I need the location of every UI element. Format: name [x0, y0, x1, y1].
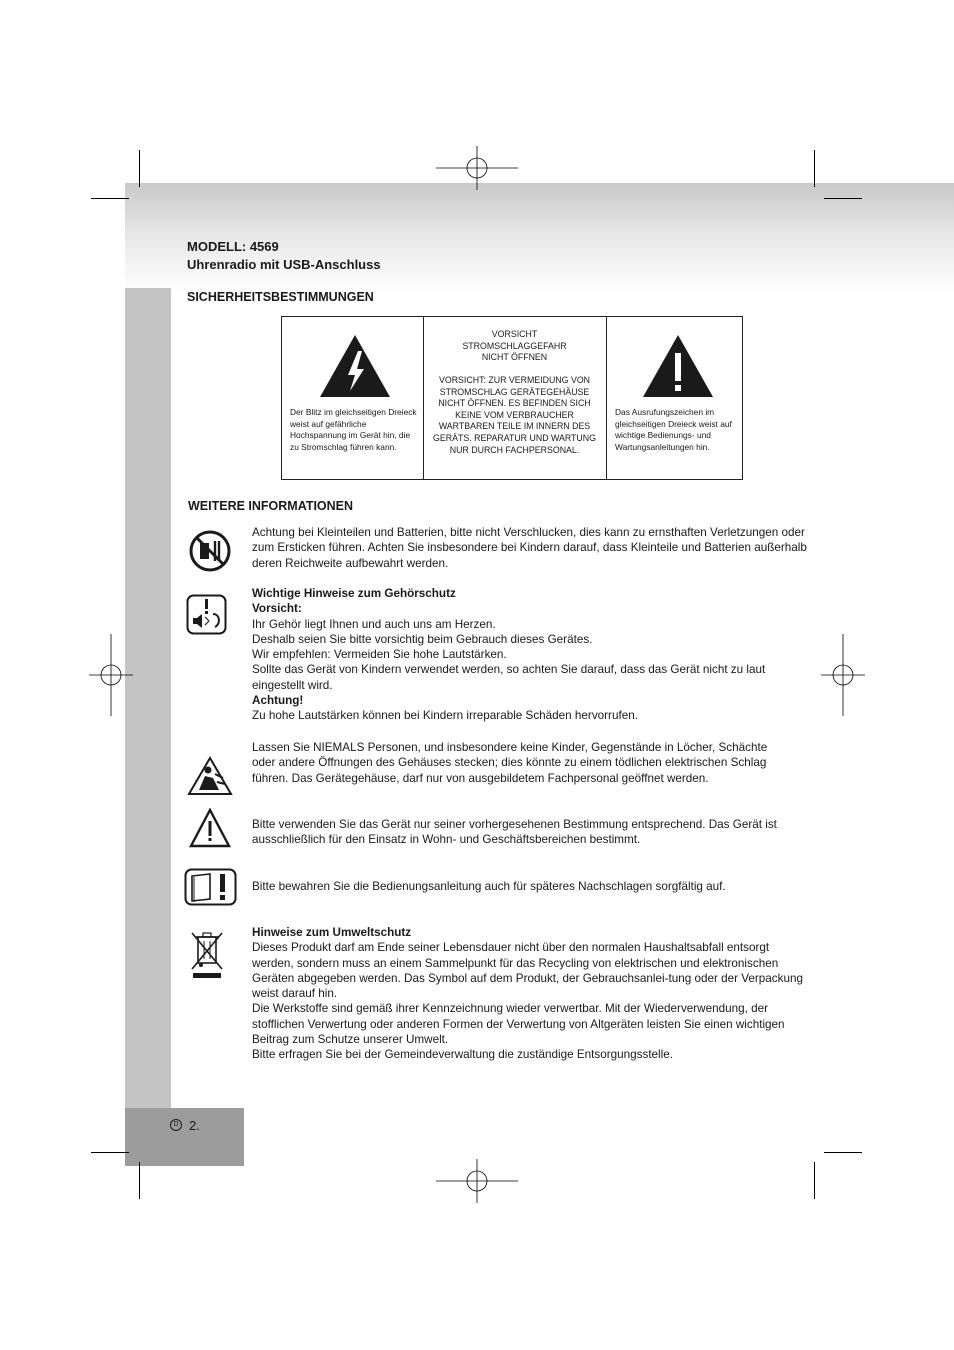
hearing-line-5: Zu hohe Lautstärken können bei Kindern irreparable Schäden hervorrufen. — [252, 709, 638, 723]
hearing-attention-label: Achtung! — [252, 694, 304, 708]
environment-paragraph-1: Dieses Produkt darf am Ende seiner Lebensdauer nicht über den normalen Haushaltsabfall entsorgt werden, sondern muss an einem Sammelpunkt für das Recycling von elektrischen und elektronischen Geräten abgegeben werden. Das Symbol auf dem Produkt, der Gebrauchsanlei-tung oder der Verpackung weist darauf hin. — [252, 941, 803, 1001]
environment-paragraph-2: Die Werkstoffe sind gemäß ihrer Kennzeichnung wieder verwertbar. Mit der Wiederverwendung, der stofflichen Verwertung oder anderen Formen der Verwertung von Altgeräten leisten Sie einen wichtigen Beitrag zum Schutze unserer Umwelt. — [252, 1002, 785, 1047]
warning-box — [281, 316, 743, 480]
exclamation-cell — [606, 317, 742, 479]
environment-paragraph-3: Bitte erfragen Sie bei der Gemeindeverwaltung die zuständige Entsorgungsstelle. — [252, 1048, 674, 1062]
caution-title — [427, 329, 602, 364]
exclamation-triangle-icon — [641, 333, 715, 399]
manual-book-icon — [184, 868, 238, 906]
model-number: MODELL: 4569 — [187, 239, 279, 254]
intended-use-note: Bitte verwenden Sie das Gerät nur seiner vorhergesehenen Bestimmung entsprechend. Das Gerät ist ausschließlich für den Einsatz in Wohn- und Geschäftsbereichen bestimmt. — [252, 818, 777, 847]
caution-title-line-3: NICHT ÖFFNEN — [481, 352, 548, 363]
model-header — [187, 238, 381, 274]
safety-heading: SICHERHEITSBESTIMMUNGEN — [187, 290, 374, 304]
product-subtitle: Uhrenradio mit USB-Anschluss — [187, 257, 381, 272]
caution-cell — [423, 317, 607, 479]
hearing-line-3: Wir empfehlen: Vermeiden Sie hohe Lautstärken. — [252, 648, 507, 662]
registration-mark-left — [89, 634, 133, 716]
lightning-triangle-icon — [318, 333, 392, 399]
lightning-description: Der Blitz im gleichseitigen Dreieck weist auf gefährliche Hochspannung im Gerät hin, die zu Stromschlag führen kann. — [290, 407, 417, 452]
caution-title-line-2: STROMSCHLAGGEFAHR — [462, 340, 567, 351]
small-parts-warning: Achtung bei Kleinteilen und Batterien, bitte nicht Verschlucken, dies kann zu ernsthaften Verletzungen oder zum Ersticken führen. Achten Sie insbesondere bei Kindern darauf, dass Kleinteile und Batterien außerhalb deren Reichweite aufbewahrt werden. — [252, 526, 807, 570]
caution-triangle-icon — [189, 808, 231, 848]
registration-mark-bottom — [436, 1159, 518, 1203]
caution-title-line-1: VORSICHT — [491, 329, 538, 339]
weee-bin-icon — [189, 929, 225, 981]
registration-mark-top — [436, 146, 518, 190]
environment-section — [252, 925, 807, 1063]
electric-shock-warning-icon — [187, 756, 233, 796]
lightning-cell — [282, 317, 424, 479]
language-badge: D — [170, 1119, 182, 1131]
page-number-box — [125, 1108, 244, 1166]
no-swallow-icon — [188, 529, 232, 573]
environment-title: Hinweise zum Umweltschutz — [252, 926, 412, 939]
manual-note: Bitte bewahren Sie die Bedienungsanleitung auch für späteres Nachschlagen sorgfältig auf. — [252, 880, 726, 893]
caution-body: VORSICHT: ZUR VERMEIDUNG VON STROMSCHLAG GERÄTEGEHÄUSE NICHT ÖFFNEN. ES BEFINDEN SICH KEINE VOM VERBRAUCHER WARTBAREN TEILE IM INNERN DES GERÄTS. REPARATUR UND WARTUNG NUR DURCH FACHPERSONAL. — [433, 375, 596, 455]
hearing-section — [252, 586, 807, 724]
openings-warning: Lassen Sie NIEMALS Personen, und insbesondere keine Kinder, Gegenstände in Löcher, Schächte oder andere Öffnungen des Gehäuses stecken; dies könnte zu einem tödlichen elektrischen Schlag führen. Das Gerätegehäuse, darf nur von ausgebildetem Fachpersonal geöffnet werden. — [252, 741, 768, 785]
hearing-caution-label: Vorsicht: — [252, 602, 302, 616]
info-heading: WEITERE INFORMATIONEN — [188, 499, 354, 513]
exclamation-description: Das Ausrufungszeichen im gleichseitigen Dreieck weist auf wichtige Bedienungs- und Wartungsanleitungen hin. — [615, 407, 732, 452]
hearing-line-4: Sollte das Gerät von Kindern verwendet werden, so achten Sie darauf, dass das Gerät nicht zu laut eingestellt wird. — [252, 663, 766, 692]
registration-mark-right — [821, 634, 865, 716]
page-number: 2. — [189, 1118, 200, 1133]
hearing-protection-icon — [186, 594, 228, 636]
hearing-line-2: Deshalb seien Sie bitte vorsichtig beim Gebrauch dieses Gerätes. — [252, 632, 593, 646]
hearing-line-1: Ihr Gehör liegt Ihnen und auch uns am Herzen. — [252, 617, 496, 631]
hearing-title: Wichtige Hinweise zum Gehörschutz — [252, 587, 456, 600]
